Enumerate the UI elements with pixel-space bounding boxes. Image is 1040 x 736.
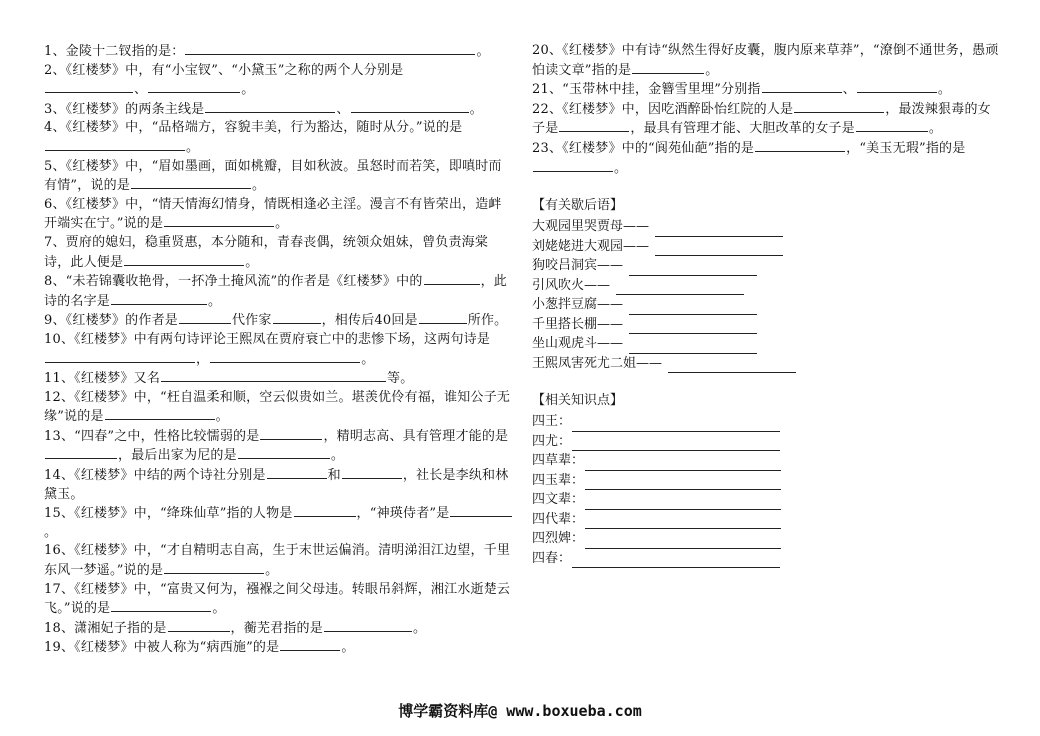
question-22: 22、《红楼梦》中，因吃酒醉卧怡红院的人是 ，最泼辣狠毒的女子是 ，最具有管理才能、大胆改革的女子是 。 [532,101,991,137]
knowledge-item: 四尤： [532,432,1002,452]
xiehouyu-item: 刘姥姥进大观园—— [532,237,1002,257]
question-15: 15、《红楼梦》中，“绛珠仙草”指的人物是 ，“神瑛侍者”是。 [44,504,514,542]
answer-blank[interactable] [616,282,744,295]
answer-blank[interactable] [559,119,629,132]
answer-blank[interactable] [655,243,783,256]
answer-blank[interactable] [294,504,356,517]
answer-blank[interactable] [210,350,360,363]
question-12: 12、《红楼梦》中，“枉自温柔和顺，空云似贵如兰。堪羡优伶有福，谁知公子无缘”说的是 。 [44,389,511,425]
answer-blank[interactable] [572,438,780,451]
question-18: 18、潇湘妃子指的是 ，蘅芜君指的是 。 [44,620,427,636]
answer-blank[interactable] [533,159,613,172]
question-2: 2、《红楼梦》中，有“小宝钗”、“小黛玉”之称的两个人分别是 、 。 [44,62,404,98]
footer-watermark: 博学霸资料库@ www.boxueba.com [398,702,642,720]
xiehouyu-item: 王熙凤害死尤二姐—— [532,354,1002,374]
answer-blank[interactable] [45,350,195,363]
question-9: 9、《红楼梦》的作者是 代作家 ，相传后40回是 所作。 [44,313,508,329]
answer-blank[interactable] [419,311,467,324]
section-spacer [532,178,1002,196]
answer-blank[interactable] [572,555,780,568]
answer-blank[interactable] [131,176,251,189]
answer-blank[interactable] [45,446,117,459]
knowledge-item: 四王： [532,412,1002,432]
xiehouyu-item: 狗咬吕洞宾—— [532,256,1002,276]
answer-blank[interactable] [168,619,230,632]
question-1: 1、金陵十二钗指的是： 。 [44,44,490,59]
xiehouyu-item: 坐山观虎斗—— [532,334,1002,354]
answer-blank[interactable] [856,119,928,132]
answer-blank[interactable] [424,272,480,285]
answer-blank[interactable] [205,100,335,113]
xiehouyu-item: 大观园里哭贾母—— [532,217,1002,237]
answer-blank[interactable] [45,80,133,93]
question-13: 13、“四春”之中，性格比较懦弱的是 ，精明志高、具有管理才能的是，最后出家为尼的是 。 [44,428,509,464]
xiehouyu-item: 千里搭长棚—— [532,315,1002,335]
knowledge-title: 【相关知识点】 [532,393,624,409]
question-10: 10、《红楼梦》中有两句诗评论王熙凤在贾府衰亡中的悲惨下场，这两句诗是， 。 [44,331,491,367]
question-7: 7、贾府的媳妇，稳重贤惠，本分随和，青春丧偶，统领众姐妹，曾负责海棠诗，此人便是 。 [44,234,489,270]
answer-blank[interactable] [572,419,780,432]
question-23: 23、《红楼梦》中的“阆苑仙葩”指的是 ，“美玉无瑕”指的是。 [532,140,966,176]
knowledge-list [532,412,1002,568]
answer-blank[interactable] [632,61,704,74]
answer-blank[interactable] [238,446,330,459]
question-6: 6、《红楼梦》中，“情天情海幻情身，情既相逢必主淫。漫言不有皆荣出，造衅开端实在宁。”说的是 。 [44,196,502,232]
knowledge-item: 四春： [532,549,1002,569]
answer-blank[interactable] [45,138,185,151]
answer-blank[interactable] [755,139,845,152]
answer-blank[interactable] [629,302,757,315]
answer-blank[interactable] [260,427,322,440]
answer-blank[interactable] [124,253,244,266]
answer-blank[interactable] [585,458,781,471]
xiehouyu-item: 引风吹火—— [532,276,1002,296]
answer-blank[interactable] [668,360,796,373]
answer-blank[interactable] [450,504,512,517]
answer-blank[interactable] [148,80,240,93]
knowledge-item: 四烈婢： [532,529,1002,549]
question-16: 16、《红楼梦》中，“才自精明志自高，生于末世运偏消。清明涕泪江边望，千里东风一梦遥。”说的是 。 [44,543,511,579]
xiehouyu-title: 【有关歇后语】 [532,198,624,214]
knowledge-item: 四代辈： [532,510,1002,530]
xiehouyu-list [532,217,1002,373]
answer-blank[interactable] [105,407,215,420]
answer-blank[interactable] [342,466,402,479]
answer-blank[interactable] [585,477,781,490]
answer-blank[interactable] [655,224,783,237]
question-14: 14、《红楼梦》中结的两个诗社分别是 和 ，社长是李纨和林黛玉。 [44,468,509,502]
left-column [44,42,514,658]
question-19: 19、《红楼梦》中被人称为“病西施”的是 。 [44,640,355,656]
knowledge-item: 四玉辈： [532,471,1002,491]
answer-blank[interactable] [585,516,781,529]
right-column [532,42,1002,568]
question-3: 3、《红楼梦》的两条主线是 、 。 [44,101,483,117]
answer-blank[interactable] [164,214,274,227]
question-8: 8、“未若锦囊收艳骨，一抔净土掩风流”的作者是《红楼梦》中的 ，此诗的名字是 。 [44,274,507,309]
question-5: 5、《红楼梦》中，“眉如墨画，面如桃瓣，目如秋波。虽怒时而若笑，即嗔时而有情”，说的是 。 [44,158,502,194]
answer-blank[interactable] [161,369,386,382]
answer-blank[interactable] [164,561,264,574]
xiehouyu-item: 小葱拌豆腐—— [532,295,1002,315]
answer-blank[interactable] [629,321,757,334]
knowledge-item: 四文辈： [532,490,1002,510]
answer-blank[interactable] [111,599,211,612]
answer-blank[interactable] [857,80,937,93]
question-11: 11、《红楼梦》又名 等。 [44,371,414,387]
question-17: 17、《红楼梦》中，“富贵又何为，襁褓之间父母违。转眼吊斜辉，湘江水逝楚云飞。”说的是 。 [44,581,511,617]
knowledge-item: 四草辈： [532,451,1002,471]
answer-blank[interactable] [629,341,757,354]
answer-blank[interactable] [267,466,327,479]
question-20: 20、《红楼梦》中有诗“纵然生得好皮囊，腹内原来草莽”，“潦倒不通世务，愚顽怕读文章”指的是 。 [532,43,999,78]
answer-blank[interactable] [273,311,321,324]
question-4: 4、《红楼梦》中，“品格端方，容貌丰美，行为豁达，随时从分。”说的是。 [44,120,463,155]
answer-blank[interactable] [351,100,469,113]
section-spacer [532,373,1002,391]
answer-blank[interactable] [629,263,757,276]
answer-blank[interactable] [585,536,781,549]
answer-blank[interactable] [794,100,884,113]
answer-blank[interactable] [185,42,475,55]
answer-blank[interactable] [585,497,781,510]
answer-blank[interactable] [280,638,340,651]
answer-blank[interactable] [111,292,207,305]
answer-blank[interactable] [762,80,842,93]
answer-blank[interactable] [324,619,412,632]
answer-blank[interactable] [179,311,231,324]
question-21: 21、“玉带林中挂，金簪雪里埋”分别指 、 。 [532,82,952,98]
